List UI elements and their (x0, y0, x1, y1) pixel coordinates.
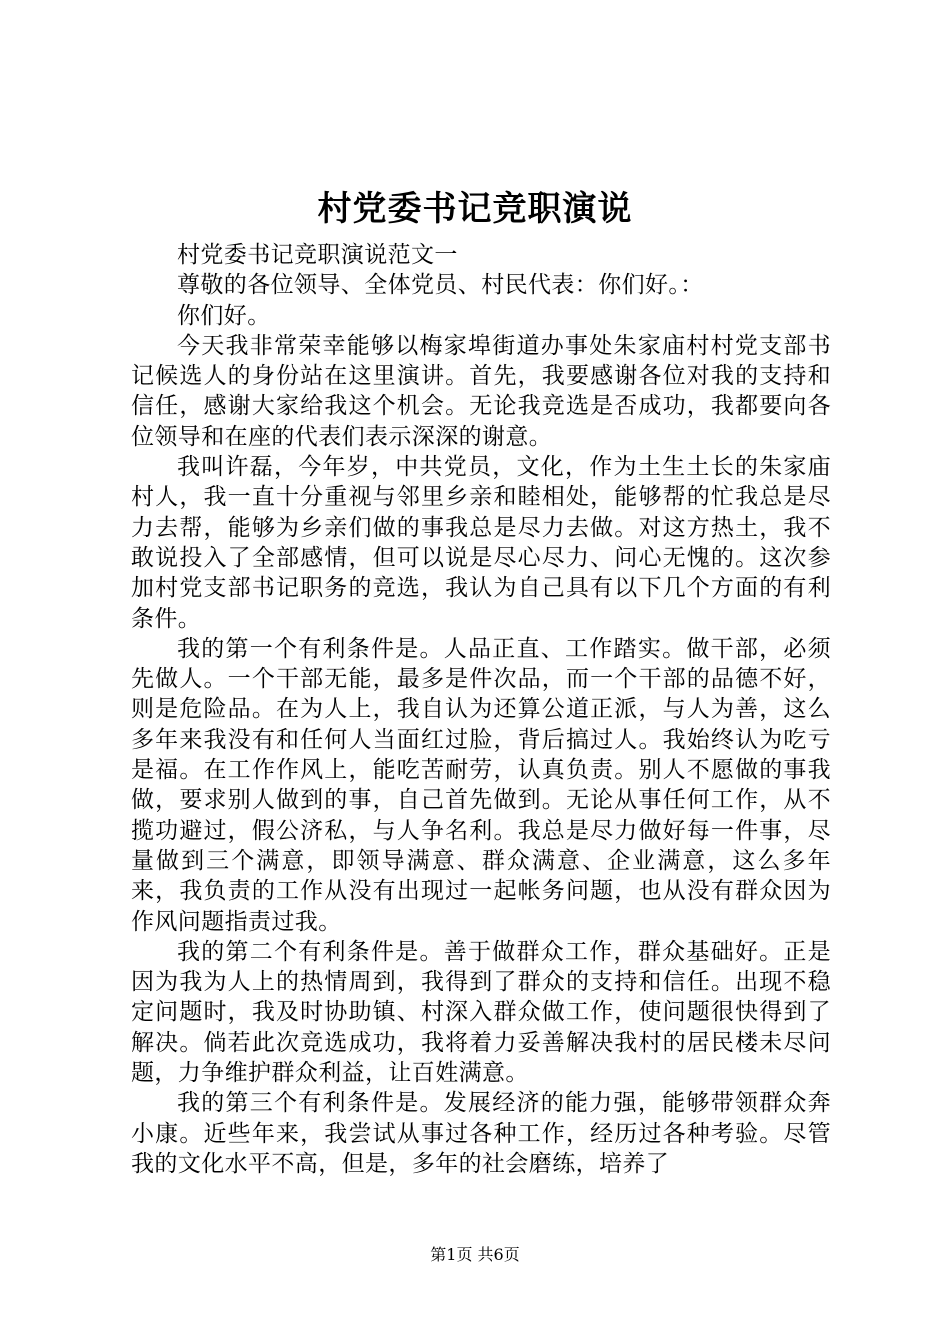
paragraph: 你们好。 (177, 302, 271, 329)
paragraph: 村党委书记竞职演说范文一 (177, 242, 458, 268)
paragraph: 我叫许磊，今年岁，中共党员，文化，作为土生土长的朱家庙村人，我一直十分重视与邻里乡亲和睦相处，能够帮的忙我总是尽力去帮，能够为乡亲们做的事我总是尽力去做。对这方热土，我不敢说投入了全部感情，但可以说是尽心尽力、问心无愧的。这次参加村党支部书记职务的竞选，我认为自己具有以下几个方面的有利条件。 (131, 454, 831, 632)
paragraph: 尊敬的各位领导、全体党员、村民代表：你们好。： (177, 272, 704, 299)
document-body (131, 240, 831, 1179)
paragraph: 我的第一个有利条件是。人品正直、工作踏实。做干部，必须先做人。一个干部无能，最多是件次品，而一个干部的品德不好，则是危险品。在为人上，我自认为还算公道正派，与人为善，这么多年来我没有和任何人当面红过脸，背后搞过人。我始终认为吃亏是福。在工作作风上，能吃苦耐劳，认真负责。别人不愿做的事我做，要求别人做到的事，自己首先做到。无论从事任何工作，从不揽功避过，假公济私，与人争名利。我总是尽力做好每一件事，尽量做到三个满意，即领导满意、群众满意、企业满意，这么多年来，我负责的工作从没有出现过一起帐务问题，也从没有群众因为作风问题指责过我。 (131, 635, 831, 935)
page-title: 村党委书记竞职演说 (317, 189, 633, 229)
paragraph: 我的第三个有利条件是。发展经济的能力强，能够带领群众奔小康。近些年来，我尝试从事过各种工作，经历过各种考验。尽管我的文化水平不高，但是，多年的社会磨练，培养了 (131, 1090, 831, 1177)
page-footer: 第1页 共6页 (430, 1245, 520, 1264)
paragraph: 今天我非常荣幸能够以梅家埠街道办事处朱家庙村村党支部书记候选人的身份站在这里演讲。首先，我要感谢各位对我的支持和信任，感谢大家给我这个机会。无论我竞选是否成功，我都要向各位领导和在座的代表们表示深深的谢意。 (131, 332, 831, 450)
paragraph: 我的第二个有利条件是。善于做群众工作，群众基础好。正是因为我为人上的热情周到，我得到了群众的支持和信任。出现不稳定问题时，我及时协助镇、村深入群众做工作，使问题很快得到了解决。倘若此次竞选成功，我将着力妥善解决我村的居民楼未尽问题，力争维护群众利益，让百姓满意。 (131, 938, 831, 1087)
